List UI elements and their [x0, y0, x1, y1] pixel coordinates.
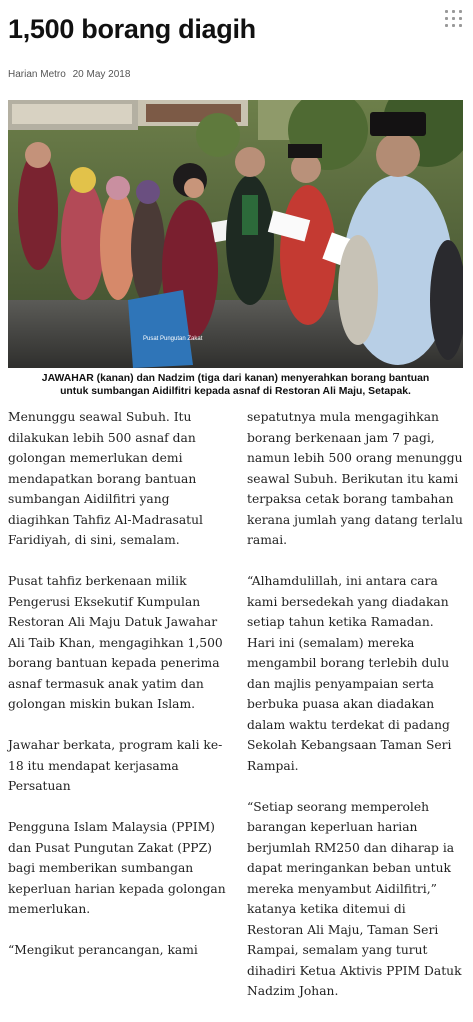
- article-date: 20 May 2018: [72, 69, 131, 80]
- paragraph: “Setiap seorang memperoleh barangan keperluan harian berjumlah RM250 dan diharap ia dapat meringankan beban untuk mereka menyambut Aidilfitri,” katanya ketika ditemui di Restoran Ali Maju, Taman Seri Rampai, semalam yang turut dihadiri Ketua Aktivis PPIM Datuk Nadzim Johan.: [247, 799, 462, 998]
- paragraph: Jawahar berkata, program kali ke-18 itu mendapat kerjasama Persatuan: [8, 738, 223, 793]
- paragraph: Pusat tahfiz berkenaan milik Pengerusi Eksekutif Kumpulan Restoran Ali Maju Datuk Jawahar Ali Taib Khan, mengagihkan 1,500 borang bantuan kepada penerima asnaf termasuk anak yatim dan golongan miskin bukan Islam.: [8, 574, 223, 711]
- article-source: Harian Metro: [8, 69, 66, 80]
- photo-caption: [8, 372, 463, 398]
- article-headline: 1,500 borang diagih: [8, 14, 256, 44]
- body-column-right: [247, 407, 465, 1022]
- drag-handle-icon[interactable]: [445, 10, 463, 28]
- caption-line-2: untuk sumbangan Aidilfitri kepada asnaf di Restoran Ali Maju, Setapak.: [60, 386, 411, 397]
- paragraph: “Alhamdulillah, ini antara cara kami bersedekah yang diadakan setiap tahun ketika Ramadan. Hari ini (semalam) mereka mengambil borang terlebih dulu dan majlis penyampaian serta berbuka puasa akan diadakan dalam waktu terdekat di padang Sekolah Kebangsaan Taman Seri Rampai.: [247, 574, 452, 773]
- caption-line-1: JAWAHAR (kanan) dan Nadzim (tiga dari kanan) menyerahkan borang bantuan: [41, 373, 430, 384]
- paragraph: sepatutnya mula mengagihkan borang berkenaan jam 7 pagi, namun lebih 500 orang menunggu seawal Subuh. Berikutan itu kami terpaksa cetak borang tambahan kerana jumlah yang datang terlalu ramai.: [247, 410, 463, 547]
- bag-logo-text: Pusat Pungutan Zakat: [143, 336, 203, 342]
- paragraph: “Mengikut perancangan, kami: [8, 943, 198, 957]
- crowd-photo-illustration: [8, 100, 463, 368]
- paragraph: Pengguna Islam Malaysia (PPIM) dan Pusat Pungutan Zakat (PPZ) bagi memberikan sumbangan keperluan harian kepada golongan memerlukan.: [8, 820, 226, 916]
- paragraph: Menunggu seawal Subuh. Itu dilakukan lebih 500 asnaf dan golongan memerlukan demi mendapatkan borang bantuan sumbangan Aidilfitri yang diagihkan Tahfiz Al-Madrasatul Faridiyah, di sini, semalam.: [8, 410, 203, 547]
- body-column-left: [8, 407, 226, 981]
- article-photo: [8, 100, 463, 368]
- article-meta: [8, 69, 134, 80]
